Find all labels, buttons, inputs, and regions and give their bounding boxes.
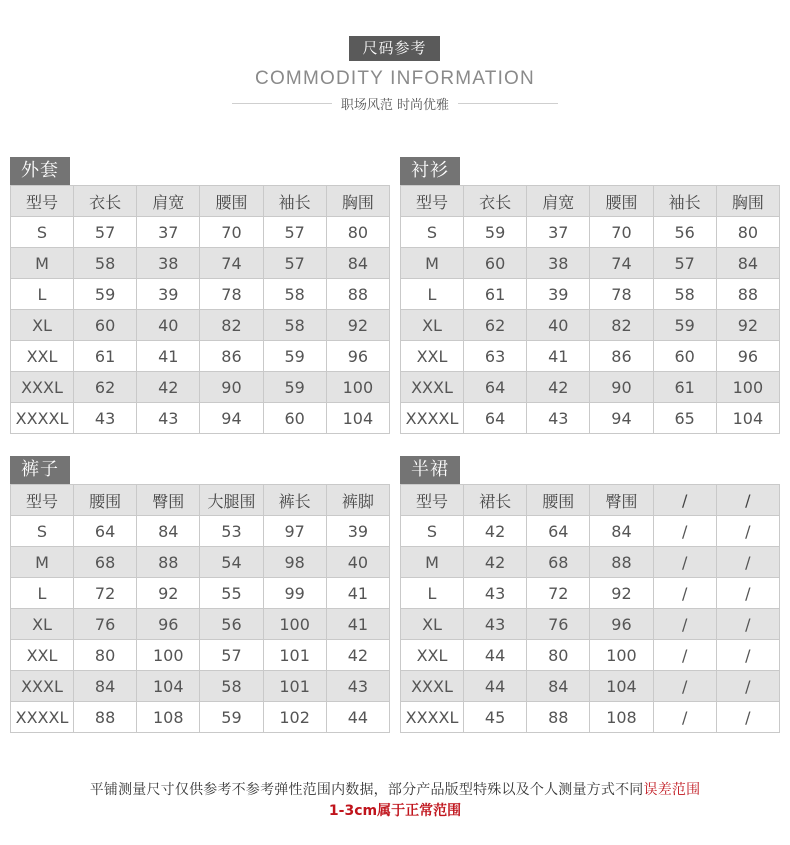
measurement-cell: 42 bbox=[464, 547, 527, 578]
measurement-cell: 41 bbox=[326, 578, 389, 609]
measurement-cell: / bbox=[653, 702, 716, 733]
footer-note-text: 平铺测量尺寸仅供参考不参考弹性范围内数据，部分产品版型特殊以及个人测量方式不同 bbox=[89, 782, 644, 798]
page-subtitle: 职场风范 时尚优雅 bbox=[340, 98, 450, 113]
measurement-cell: 43 bbox=[74, 403, 137, 434]
measurement-cell: 65 bbox=[653, 403, 716, 434]
size-label-cell: L bbox=[11, 578, 74, 609]
measurement-cell: 84 bbox=[590, 516, 653, 547]
size-label-cell: XXL bbox=[401, 640, 464, 671]
measurement-cell: 88 bbox=[137, 547, 200, 578]
measurement-cell: / bbox=[716, 547, 779, 578]
measurement-cell: 108 bbox=[137, 702, 200, 733]
measurement-cell: 39 bbox=[326, 516, 389, 547]
size-label-cell: XXL bbox=[11, 341, 74, 372]
measurement-cell: 92 bbox=[716, 310, 779, 341]
measurement-cell: 43 bbox=[137, 403, 200, 434]
measurement-cell: / bbox=[716, 516, 779, 547]
measurement-cell: 70 bbox=[590, 217, 653, 248]
size-label-cell: XXL bbox=[401, 341, 464, 372]
measurement-cell: 104 bbox=[590, 671, 653, 702]
measurement-cell: / bbox=[653, 609, 716, 640]
column-header: 腰围 bbox=[74, 485, 137, 516]
table-row bbox=[11, 248, 390, 279]
measurement-cell: 88 bbox=[716, 279, 779, 310]
measurement-cell: 44 bbox=[326, 702, 389, 733]
measurement-cell: 72 bbox=[527, 578, 590, 609]
measurement-cell: 92 bbox=[326, 310, 389, 341]
measurement-cell: / bbox=[716, 578, 779, 609]
table-row bbox=[11, 640, 390, 671]
measurement-cell: 59 bbox=[464, 217, 527, 248]
measurement-cell: 102 bbox=[263, 702, 326, 733]
table-row bbox=[11, 279, 390, 310]
measurement-cell: 42 bbox=[527, 372, 590, 403]
shirt-section bbox=[400, 157, 780, 434]
measurement-cell: 92 bbox=[137, 578, 200, 609]
measurement-cell: 38 bbox=[137, 248, 200, 279]
table-row bbox=[401, 279, 780, 310]
size-label-cell: XXXL bbox=[11, 671, 74, 702]
size-label-cell: S bbox=[11, 516, 74, 547]
table-header-row bbox=[11, 186, 390, 217]
measurement-cell: 58 bbox=[200, 671, 263, 702]
measurement-cell: 100 bbox=[263, 609, 326, 640]
measurement-cell: 61 bbox=[653, 372, 716, 403]
skirt-size-table bbox=[400, 484, 780, 733]
measurement-cell: / bbox=[716, 702, 779, 733]
table-row bbox=[11, 547, 390, 578]
measurement-cell: / bbox=[716, 640, 779, 671]
table-row bbox=[11, 341, 390, 372]
measurement-cell: 82 bbox=[590, 310, 653, 341]
table-row bbox=[401, 403, 780, 434]
measurement-cell: 43 bbox=[527, 403, 590, 434]
measurement-cell: / bbox=[716, 609, 779, 640]
measurement-cell: 96 bbox=[590, 609, 653, 640]
measurement-cell: 37 bbox=[527, 217, 590, 248]
measurement-cell: 61 bbox=[74, 341, 137, 372]
measurement-cell: 92 bbox=[590, 578, 653, 609]
measurement-cell: 96 bbox=[137, 609, 200, 640]
column-header: 型号 bbox=[401, 485, 464, 516]
size-label-cell: XL bbox=[401, 609, 464, 640]
measurement-cell: 90 bbox=[200, 372, 263, 403]
column-header: 袖长 bbox=[263, 186, 326, 217]
measurement-cell: / bbox=[653, 516, 716, 547]
measurement-cell: 86 bbox=[200, 341, 263, 372]
measurement-cell: 59 bbox=[653, 310, 716, 341]
measurement-cell: 80 bbox=[326, 217, 389, 248]
table-row bbox=[401, 578, 780, 609]
page-title: COMMODITY INFORMATION bbox=[255, 68, 535, 89]
measurement-cell: 55 bbox=[200, 578, 263, 609]
measurement-cell: 57 bbox=[653, 248, 716, 279]
footer-note-highlight: 误差范围 bbox=[643, 782, 701, 798]
table-row bbox=[401, 516, 780, 547]
measurement-cell: 44 bbox=[464, 640, 527, 671]
size-label-cell: M bbox=[11, 547, 74, 578]
column-header: 型号 bbox=[11, 485, 74, 516]
table-row bbox=[401, 547, 780, 578]
column-header: 大腿围 bbox=[200, 485, 263, 516]
measurement-cell: 60 bbox=[464, 248, 527, 279]
measurement-cell: 58 bbox=[263, 310, 326, 341]
table-row bbox=[11, 310, 390, 341]
measurement-cell: 62 bbox=[464, 310, 527, 341]
measurement-cell: 41 bbox=[326, 609, 389, 640]
table-row bbox=[11, 372, 390, 403]
column-header: / bbox=[716, 485, 779, 516]
measurement-cell: 99 bbox=[263, 578, 326, 609]
size-label-cell: XL bbox=[11, 609, 74, 640]
measurement-cell: 98 bbox=[263, 547, 326, 578]
column-header: 裤脚 bbox=[326, 485, 389, 516]
measurement-cell: 62 bbox=[74, 372, 137, 403]
measurement-cell: 57 bbox=[263, 248, 326, 279]
measurement-cell: 100 bbox=[326, 372, 389, 403]
measurement-cell: 63 bbox=[464, 341, 527, 372]
measurement-cell: 84 bbox=[137, 516, 200, 547]
table-row bbox=[401, 248, 780, 279]
size-label-cell: XXXXL bbox=[11, 702, 74, 733]
size-label-cell: L bbox=[401, 279, 464, 310]
measurement-cell: 104 bbox=[137, 671, 200, 702]
shirt-section-title: 衬衫 bbox=[400, 157, 460, 185]
measurement-cell: 64 bbox=[464, 372, 527, 403]
table-row bbox=[401, 640, 780, 671]
measurement-cell: 108 bbox=[590, 702, 653, 733]
table-row bbox=[11, 516, 390, 547]
measurement-cell: 94 bbox=[200, 403, 263, 434]
measurement-cell: 101 bbox=[263, 671, 326, 702]
measurement-cell: 88 bbox=[326, 279, 389, 310]
measurement-cell: 57 bbox=[200, 640, 263, 671]
measurement-cell: 84 bbox=[326, 248, 389, 279]
coat-size-table bbox=[10, 185, 390, 434]
size-label-cell: XL bbox=[401, 310, 464, 341]
measurement-cell: 100 bbox=[137, 640, 200, 671]
measurement-cell: 60 bbox=[263, 403, 326, 434]
measurement-cell: 57 bbox=[74, 217, 137, 248]
measurement-cell: 40 bbox=[527, 310, 590, 341]
measurement-cell: 101 bbox=[263, 640, 326, 671]
measurement-cell: 53 bbox=[200, 516, 263, 547]
measurement-cell: 59 bbox=[200, 702, 263, 733]
measurement-cell: 37 bbox=[137, 217, 200, 248]
measurement-cell: 57 bbox=[263, 217, 326, 248]
table-row bbox=[11, 578, 390, 609]
measurement-cell: / bbox=[653, 578, 716, 609]
measurement-cell: 42 bbox=[326, 640, 389, 671]
measurement-cell: 60 bbox=[653, 341, 716, 372]
coat-section-title: 外套 bbox=[10, 157, 70, 185]
column-header: 型号 bbox=[401, 186, 464, 217]
measurement-cell: 80 bbox=[527, 640, 590, 671]
coat-section bbox=[10, 157, 390, 434]
pants-size-table bbox=[10, 484, 390, 733]
measurement-cell: 72 bbox=[74, 578, 137, 609]
table-header-row bbox=[401, 186, 780, 217]
skirt-section bbox=[400, 456, 780, 733]
measurement-cell: 68 bbox=[527, 547, 590, 578]
column-header: 臀围 bbox=[137, 485, 200, 516]
size-label-cell: S bbox=[401, 217, 464, 248]
size-label-cell: XXXXL bbox=[401, 702, 464, 733]
table-row bbox=[401, 341, 780, 372]
measurement-cell: 64 bbox=[527, 516, 590, 547]
measurement-cell: 104 bbox=[716, 403, 779, 434]
measurement-cell: 82 bbox=[200, 310, 263, 341]
measurement-cell: 90 bbox=[590, 372, 653, 403]
pants-section-title: 裤子 bbox=[10, 456, 70, 484]
measurement-cell: / bbox=[653, 640, 716, 671]
measurement-cell: 96 bbox=[326, 341, 389, 372]
measurement-cell: 96 bbox=[716, 341, 779, 372]
measurement-cell: 64 bbox=[464, 403, 527, 434]
column-header: 腰围 bbox=[527, 485, 590, 516]
column-header: 衣长 bbox=[464, 186, 527, 217]
measurement-cell: 76 bbox=[74, 609, 137, 640]
size-label-cell: M bbox=[401, 248, 464, 279]
table-row bbox=[11, 609, 390, 640]
measurement-cell: 84 bbox=[716, 248, 779, 279]
size-label-cell: L bbox=[11, 279, 74, 310]
size-label-cell: L bbox=[401, 578, 464, 609]
measurement-cell: 80 bbox=[716, 217, 779, 248]
size-label-cell: XXXL bbox=[11, 372, 74, 403]
column-header: 裤长 bbox=[263, 485, 326, 516]
column-header: 胸围 bbox=[326, 186, 389, 217]
table-row bbox=[401, 671, 780, 702]
measurement-cell: 56 bbox=[653, 217, 716, 248]
measurement-cell: 76 bbox=[527, 609, 590, 640]
divider-right bbox=[458, 103, 558, 104]
column-header: 裙长 bbox=[464, 485, 527, 516]
size-label-cell: XXXL bbox=[401, 671, 464, 702]
column-header: 腰围 bbox=[200, 186, 263, 217]
table-header-row bbox=[11, 485, 390, 516]
column-header: 肩宽 bbox=[137, 186, 200, 217]
measurement-cell: 42 bbox=[137, 372, 200, 403]
measurement-cell: 104 bbox=[326, 403, 389, 434]
measurement-cell: 58 bbox=[653, 279, 716, 310]
table-row bbox=[401, 702, 780, 733]
size-label-cell: M bbox=[401, 547, 464, 578]
table-row bbox=[11, 702, 390, 733]
size-label-cell: XXXL bbox=[401, 372, 464, 403]
measurement-cell: 43 bbox=[464, 578, 527, 609]
measurement-cell: 100 bbox=[590, 640, 653, 671]
measurement-cell: 38 bbox=[527, 248, 590, 279]
measurement-cell: 41 bbox=[137, 341, 200, 372]
footer-range: 1-3cm属于正常范围 bbox=[328, 803, 462, 819]
measurement-cell: 59 bbox=[263, 341, 326, 372]
measurement-cell: 40 bbox=[326, 547, 389, 578]
measurement-cell: 88 bbox=[590, 547, 653, 578]
size-label-cell: XXXXL bbox=[11, 403, 74, 434]
table-row bbox=[401, 217, 780, 248]
size-label-cell: S bbox=[11, 217, 74, 248]
column-header: 腰围 bbox=[590, 186, 653, 217]
measurement-cell: 56 bbox=[200, 609, 263, 640]
measurement-cell: 100 bbox=[716, 372, 779, 403]
measurement-cell: 97 bbox=[263, 516, 326, 547]
measurement-cell: 45 bbox=[464, 702, 527, 733]
measurement-cell: 44 bbox=[464, 671, 527, 702]
measurement-cell: 43 bbox=[464, 609, 527, 640]
footer-note bbox=[0, 779, 790, 799]
column-header: / bbox=[653, 485, 716, 516]
measurement-cell: 59 bbox=[263, 372, 326, 403]
measurement-cell: 84 bbox=[74, 671, 137, 702]
measurement-cell: 74 bbox=[590, 248, 653, 279]
measurement-cell: 78 bbox=[590, 279, 653, 310]
measurement-cell: 43 bbox=[326, 671, 389, 702]
table-row bbox=[401, 609, 780, 640]
column-header: 臀围 bbox=[590, 485, 653, 516]
pants-section bbox=[10, 456, 390, 733]
measurement-cell: 58 bbox=[263, 279, 326, 310]
measurement-cell: 78 bbox=[200, 279, 263, 310]
measurement-cell: / bbox=[716, 671, 779, 702]
table-row bbox=[11, 671, 390, 702]
column-header: 型号 bbox=[11, 186, 74, 217]
shirt-size-table bbox=[400, 185, 780, 434]
header-badge: 尺码参考 bbox=[349, 36, 440, 61]
measurement-cell: / bbox=[653, 547, 716, 578]
measurement-cell: 80 bbox=[74, 640, 137, 671]
table-row bbox=[11, 217, 390, 248]
column-header: 衣长 bbox=[74, 186, 137, 217]
table-row bbox=[401, 372, 780, 403]
measurement-cell: 39 bbox=[527, 279, 590, 310]
measurement-cell: 68 bbox=[74, 547, 137, 578]
table-row bbox=[401, 310, 780, 341]
column-header: 胸围 bbox=[716, 186, 779, 217]
skirt-section-title: 半裙 bbox=[400, 456, 460, 484]
measurement-cell: 74 bbox=[200, 248, 263, 279]
measurement-cell: 39 bbox=[137, 279, 200, 310]
measurement-cell: 64 bbox=[74, 516, 137, 547]
size-label-cell: S bbox=[401, 516, 464, 547]
measurement-cell: 86 bbox=[590, 341, 653, 372]
measurement-cell: 94 bbox=[590, 403, 653, 434]
measurement-cell: 70 bbox=[200, 217, 263, 248]
measurement-cell: 84 bbox=[527, 671, 590, 702]
table-row bbox=[11, 403, 390, 434]
size-label-cell: XL bbox=[11, 310, 74, 341]
measurement-cell: 54 bbox=[200, 547, 263, 578]
measurement-cell: 88 bbox=[74, 702, 137, 733]
column-header: 袖长 bbox=[653, 186, 716, 217]
measurement-cell: 42 bbox=[464, 516, 527, 547]
measurement-cell: / bbox=[653, 671, 716, 702]
size-label-cell: XXL bbox=[11, 640, 74, 671]
measurement-cell: 58 bbox=[74, 248, 137, 279]
table-header-row bbox=[401, 485, 780, 516]
size-label-cell: M bbox=[11, 248, 74, 279]
measurement-cell: 40 bbox=[137, 310, 200, 341]
measurement-cell: 41 bbox=[527, 341, 590, 372]
measurement-cell: 59 bbox=[74, 279, 137, 310]
measurement-cell: 61 bbox=[464, 279, 527, 310]
measurement-cell: 88 bbox=[527, 702, 590, 733]
size-label-cell: XXXXL bbox=[401, 403, 464, 434]
column-header: 肩宽 bbox=[527, 186, 590, 217]
measurement-cell: 60 bbox=[74, 310, 137, 341]
